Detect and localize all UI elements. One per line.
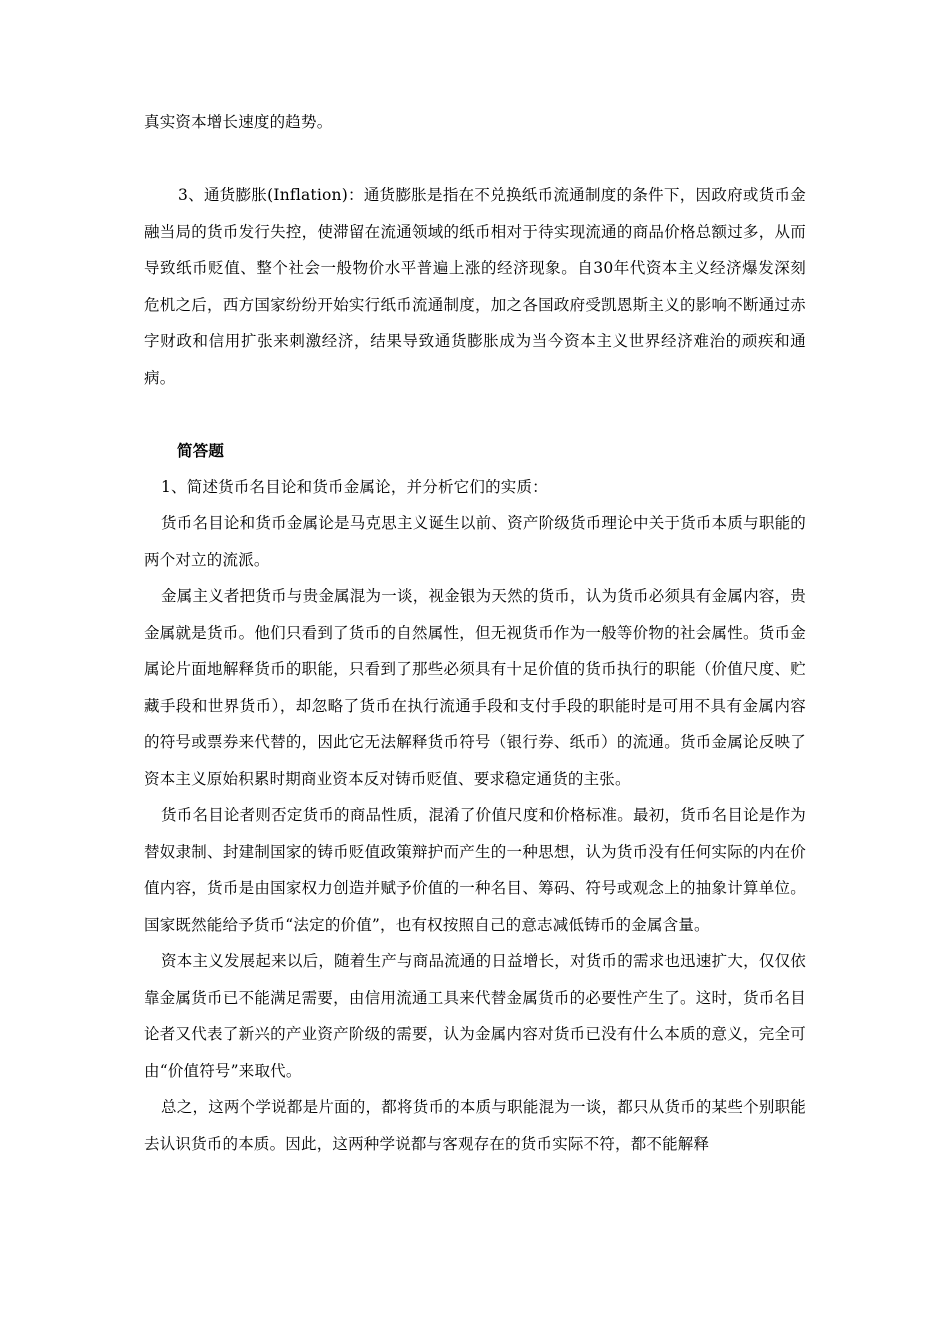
answer-paragraph: 货币名目论者则否定货币的商品性质，混淆了价值尺度和价格标准。最初，货币名目论是作为替奴隶制、封建制国家的铸币贬值政策辩护而产生的一种思想，认为货币没有任何实际的内在价值内容，货币是由国家权力创造并赋予价值的一种名目、筹码、符号或观念上的抽象计算单位。国家既然能给予货币“法定的价值”，也有权按照自己的意志减低铸币的金属含量。 <box>144 806 806 934</box>
section-heading: 简答题 <box>177 441 225 460</box>
continuation-paragraph: 真实资本增长速度的趋势。 <box>144 113 333 131</box>
answer-paragraph: 总之，这两个学说都是片面的，都将货币的本质与职能混为一谈，都只从货币的某些个别职能去认识货币的本质。因此，这两种学说都与客观存在的货币实际不符，都不能解释 <box>144 1098 806 1153</box>
answer-body <box>144 505 806 1162</box>
answer-paragraph: 金属主义者把货币与贵金属混为一谈，视金银为天然的货币，认为货币必须具有金属内容，贵金属就是货币。他们只看到了货币的自然属性，但无视货币作为一般等价物的社会属性。货币金属论片面地解释货币的职能，只看到了那些必须具有十足价值的货币执行的职能（价值尺度、贮藏手段和世界货币），却忽略了货币在执行流通手段和支付手段的职能时是可用不具有金属内容的符号或票券来代替的，因此它无法解释货币符号（银行券、纸币）的流通。货币金属论反映了资本主义原始积累时期商业资本反对铸币贬值、要求稳定通货的主张。 <box>144 587 806 788</box>
question-1: 1、简述货币名目论和货币金属论，并分析它们的实质： <box>161 478 548 496</box>
answer-paragraph: 资本主义发展起来以后，随着生产与商品流通的日益增长，对货币的需求也迅速扩大，仅仅依靠金属货币已不能满足需要，由信用流通工具来代替金属货币的必要性产生了。这时，货币名目论者又代表了新兴的产业资产阶级的需要，认为金属内容对货币已没有什么本质的意义，完全可由“价值符号”来取代。 <box>144 952 806 1080</box>
inflation-definition-paragraph: 3、通货膨胀(Inflation)：通货膨胀是指在不兑换纸币流通制度的条件下，因政府或货币金融当局的货币发行失控，使滞留在流通领域的纸币相对于待实现流通的商品价格总额过多，从而导致纸币贬值、整个社会一般物价水平普遍上涨的经济现象。自30年代资本主义经济爆发深刻危机之后，西方国家纷纷开始实行纸币流通制度，加之各国政府受凯恩斯主义的影响不断通过赤字财政和信用扩张来刺激经济，结果导致通货膨胀成为当今资本主义世界经济难治的顽疾和通病。 <box>144 186 806 387</box>
answer-paragraph: 货币名目论和货币金属论是马克思主义诞生以前、资产阶级货币理论中关于货币本质与职能的两个对立的流派。 <box>144 514 806 569</box>
